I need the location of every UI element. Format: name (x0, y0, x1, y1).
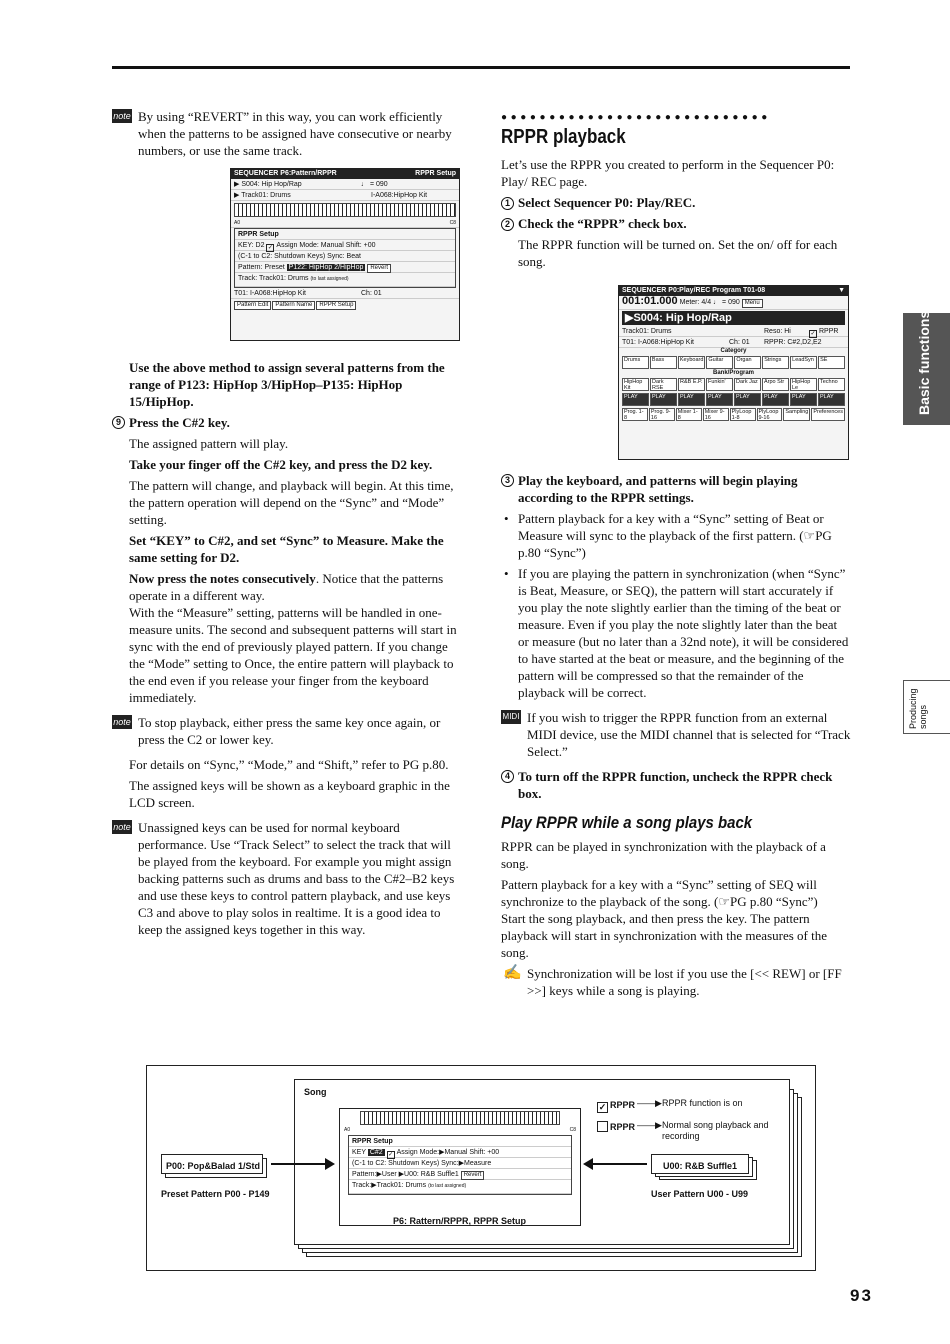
left-column (112, 108, 462, 167)
rppr-checkbox[interactable]: ✓ (810, 331, 816, 337)
lcd-program: I-A068:HipHop Kit (371, 192, 428, 199)
program-button-6[interactable]: HipHop Le (790, 378, 817, 391)
song-label: Song (304, 1087, 327, 1097)
play-grid (619, 392, 848, 407)
lcd-keyboard (234, 203, 456, 217)
lcd-shift[interactable]: Shift: +00 (345, 242, 376, 249)
para-measure: With the “Measure” setting, patterns will be handled in one-measure units. The second and subsequent patterns will start in sync with the end of previously played pattern. If you change the “Mode” setting to Once, the entire pattern will playback to the end even if you release your finger from the keyboard immediately. (129, 605, 457, 705)
arrow-left-icon (593, 1163, 647, 1165)
right-column (501, 112, 851, 274)
play-icon: ▶ (234, 192, 240, 199)
note-icon: note (113, 822, 131, 832)
lcd-mode[interactable]: Mode: Manual (299, 242, 344, 249)
side-tab-basic-functions: Basic functions (903, 313, 950, 425)
lcd2-tab-3[interactable]: Mixer 9-16 (703, 408, 729, 421)
arrow-right-icon: ——▶ (637, 1098, 662, 1108)
note-midi: MIDI If you wish to trigger the RPPR function from an external MIDI device, use the MIDI channel that is selected for “Track Select.” (502, 710, 851, 759)
program-button-3[interactable]: Funkin' (706, 378, 733, 391)
heading-play-rppr-song: Play RPPR while a song plays back (501, 813, 753, 832)
play-button-6[interactable]: PLAY (790, 393, 817, 406)
para-pattern-change: The pattern will change, and playback will begin. At this time, the pattern operation will depend on the “Sync” and “Mode” setting. (129, 478, 454, 527)
category-button-2[interactable]: Keyboard (678, 356, 706, 369)
category-button-5[interactable]: Strings (762, 356, 789, 369)
heading-rppr-playback: RPPR playback (501, 126, 626, 148)
lcd-key[interactable]: KEY: D2 (238, 242, 265, 249)
para-set-key: Set “KEY” to C#2, and set “Sync” to Measure. Make the same setting for D2. (129, 533, 444, 565)
right-column-body (501, 472, 851, 1007)
lcd2-title-bar: SEQUENCER P0:Play/REC Program T01-08 ▼ (619, 286, 848, 296)
warning-sync: ✍ Synchronization will be lost if you use the [<< REW] or [FF >>] keys while a song is playing. (503, 965, 842, 998)
lcd-track[interactable]: Track01: Drums (241, 192, 291, 199)
step-3: 3 Play the keyboard, and patterns will begin playing according to the RPPR settings. (501, 472, 851, 506)
lcd-tempo: ♩ = 090 (361, 181, 388, 188)
para-intro: Let’s use the RPPR you created to perform in the Sequencer P0: Play/ REC page. (501, 157, 835, 189)
user-caption: User Pattern U00 - U99 (651, 1189, 749, 1199)
para-use-method: Use the above method to assign several patterns from the range of P123: HipHop 3/HipHop–P135: HipHop 15/HipHop. (129, 360, 445, 409)
step-2: 2 Check the “RPPR” check box. (501, 215, 851, 232)
category-button-7[interactable]: SE (818, 356, 845, 369)
lcd-setup-label: RPPR Setup (235, 229, 455, 240)
midi-icon: MIDI (501, 710, 521, 724)
tab-pattern-edit[interactable]: Pattern Edit (234, 301, 271, 310)
para-start: Start the song playback, and then press the key. The pattern playback will start in synchronization with the measures of the song. (501, 911, 827, 960)
step-1: 1 Select Sequencer P0: Play/REC. (501, 194, 851, 211)
arrow-right-icon: ——▶ (637, 1120, 662, 1130)
diagram-revert-button[interactable]: Revert (461, 1171, 485, 1180)
lcd2-tab-6[interactable]: Sampling (783, 408, 810, 421)
lcd2-tab-7[interactable]: Preferences (811, 408, 845, 421)
play-icon: ▶ (234, 181, 240, 188)
category-button-4[interactable]: Organ (734, 356, 761, 369)
rppr-on-legend: ✓ RPPR (598, 1100, 636, 1112)
lcd-pattern[interactable]: P122: HipHop 2/HipHop (288, 264, 364, 271)
program-button-4[interactable]: Dark Jaz (734, 378, 761, 391)
lcd2-tab-4[interactable]: PlyLoop 1-8 (730, 408, 756, 421)
para-assigned-play: The assigned pattern will play. (129, 436, 289, 451)
rppr-off-legend: RPPR (597, 1119, 635, 1136)
diagram-lcd-caption: P6: Rattern/RPPR, RPPR Setup (393, 1216, 527, 1226)
play-button-7[interactable]: PLAY (818, 393, 845, 406)
play-button-1[interactable]: PLAY (650, 393, 677, 406)
category-button-6[interactable]: LeadSyn (790, 356, 817, 369)
tab-pattern-name[interactable]: Pattern Name (272, 301, 315, 310)
preset-caption: Preset Pattern P00 - P149 (161, 1189, 270, 1199)
program-button-2[interactable]: R&B E.P. (678, 378, 705, 391)
diagram-lcd: A0 C8 RPPR Setup KEY C#2 ✓ Assign Mode:▶Manual Shift: +00 (C-1 to C2: Shutdown Keys) Sync:▶Measure Pattern:▶User ▶U00: R&B Suffle1 Revert Track:▶Track01: Drums (to last assigned) (339, 1108, 581, 1226)
note-unassigned: note Unassigned keys can be used for normal keyboard performance. Use “Track Select” to select the track that will be played from the keyboard. For example you might assign backing patterns such as drums and bass to the C#2–B2 keys and use these keys to control pattern playback, and use keys C3 and above to play solos in realtime. It is a good idea to keep the assigned keys together in this way. (113, 820, 455, 937)
arrow-head (325, 1158, 335, 1170)
lcd-song[interactable]: S004: Hip Hop/Rap (241, 181, 302, 188)
side-tab-producing-songs: Producing songs (903, 680, 950, 734)
heading-dots: ●●●●●●●●●●●●●●●●●●●●●●●●●●●● (501, 112, 771, 123)
lcd2-menu-button[interactable]: Menu (742, 299, 763, 308)
diagram-keyboard (360, 1111, 560, 1125)
category-grid (619, 355, 848, 370)
bullet-sync: • Pattern playback for a key with a “Sync” setting of Beat or Measure will sync to the playback of the first pattern. (☞PG p.80 “Sync”) (501, 510, 851, 561)
note-revert (112, 108, 462, 159)
program-button-1[interactable]: Dark RSE (650, 378, 677, 391)
para-assigned-keys: The assigned keys will be shown as a keyboard graphic in the LCD screen. (129, 778, 450, 810)
para-take-finger: Take your finger off the C#2 key, and press the D2 key. (129, 457, 433, 472)
lcd2-song[interactable]: ▶S004: Hip Hop/Rap (622, 311, 845, 325)
para-step2-desc: The RPPR function will be turned on. Set the on/ off for each song. (518, 237, 838, 269)
lcd2-tab-1[interactable]: Prog. 9-16 (649, 408, 675, 421)
top-rule (112, 66, 850, 69)
arrow-head (583, 1158, 593, 1170)
para-seq: Pattern playback for a key with a “Sync” setting of SEQ will synchronize to the playback of the song. (☞PG p.80 “Sync”) (501, 877, 818, 909)
program-grid (619, 377, 848, 392)
bullet-timing: • If you are playing the pattern in synchronization (when “Sync” is Beat, Measure, or SEQ), the pattern will start accurately if you play the note slightly earlier than the timing of the beat or measure. Even if you play the note slightly later than the beat or measure (but no later than a 32nd note), it will be considered to have started at the beat or measure, and the beginning of the pattern will be compressed so that the remainder of the playback will be correct. (501, 565, 851, 701)
para-details: For details on “Sync,” “Mode,” and “Shift,” refer to PG p.80. (129, 757, 449, 772)
play-button-0[interactable]: PLAY (622, 393, 649, 406)
lcd-play-rec: SEQUENCER P0:Play/REC Program T01-08 ▼ 001:01.000 Meter: 4/4 ♩ = 090 Menu ▶S004: Hip Hop/Rap Track01: Drums Reso: Hi ✓ RPPR T01: I-A068:HipHop Kit Ch: 01 RPPR: C#2,D2,E2 Category Drums Bass Keyboard Guitar Organ Strings LeadSyn SE Bank/Program HipHop Kit Dark RSE R&B E.P. Funkin' Dark Jaz Arpo Str HipHop Le Techno PLAY PLAY PLAY PLAY PLAY PLAY PLAY PLAY Prog. 1-8 Prog. 9-16 Mixer 1-8 Mixer 9-16 PlyLoop 1-8 PlyLoop 9-16 Sampling Preferences (618, 285, 849, 460)
note-icon: note (113, 111, 131, 121)
warning-icon: ✍ (503, 965, 522, 981)
category-button-0[interactable]: Drums (622, 356, 649, 369)
note-revert-text: By using “REVERT” in this way, you can work efficiently when the patterns to be assigned have consecutive or nearby numbers, or use the same track. (138, 109, 452, 158)
lcd2-tabs (619, 407, 848, 422)
diagram-key-field[interactable]: C#2 (369, 1149, 383, 1156)
lcd-revert-button[interactable]: Revert (367, 264, 391, 273)
note-icon: note (113, 717, 131, 727)
note-stop: note To stop playback, either press the same key once again, or press the C2 or lower key. (113, 715, 441, 747)
play-button-4[interactable]: PLAY (734, 393, 761, 406)
arrow-right-icon (271, 1163, 327, 1165)
program-button-0[interactable]: HipHop Kit (622, 378, 649, 391)
left-column-body (112, 359, 462, 946)
category-button-3[interactable]: Guitar (706, 356, 733, 369)
lcd-sync[interactable]: Sync: Beat (327, 253, 361, 260)
para-sync: RPPR can be played in synchronization with the playback of a song. (501, 839, 826, 871)
lcd2-tab-0[interactable]: Prog. 1-8 (622, 408, 648, 421)
play-button-2[interactable]: PLAY (678, 393, 705, 406)
rppr-diagram: Song A0 C8 RPPR Setup KEY C#2 ✓ Assign Mode:▶Manual Shift: +00 (C-1 to C2: Shutdown Keys) Sync:▶Measure Pattern:▶User ▶U00: R&B Suffle1 Revert Track:▶Track01: Drums (to last assigned) P6: Rattern/RPPR, RPPR Setup ✓ RPPR ——▶ RPPR function is on RPPR ——▶ Normal song playback and recording P00: Pop&Balad 1/Std Preset Pattern P00 - P149 U00: R&B Suffle1 User Pattern U00 - U99 (146, 1065, 816, 1271)
lcd2-counter: 001:01.000 (622, 295, 678, 307)
step-4: 4 To turn off the RPPR function, uncheck the RPPR check box. (501, 768, 851, 802)
tab-rppr-setup[interactable]: RPPR Setup (316, 301, 356, 310)
page-number: 93 (850, 1286, 873, 1305)
lcd2-tab-2[interactable]: Mixer 1-8 (676, 408, 702, 421)
step-9: 9 Press the C#2 key. (112, 414, 462, 431)
category-button-1[interactable]: Bass (650, 356, 677, 369)
play-button-5[interactable]: PLAY (762, 393, 789, 406)
play-button-3[interactable]: PLAY (706, 393, 733, 406)
lcd-rppr-setup: SEQUENCER P6:Pattern/RPPR RPPR Setup ▶ S004: Hip Hop/Rap ♩ = 090 ▶ Track01: Drums I-A068:HipHop Kit A0 C8 RPPR Setup KEY: D2 ✓ Assign Mode: Manual Shift: +00 (C-1 to C2: Shutdown Keys) Sync: Beat Pattern: Preset P122: HipHop 2/HipHop Revert Track: Track01: Drums (to last assigned) T01: I-A068:HipHop Kit Ch: 01 Pattern Edit Pattern Name RPPR Setup (230, 168, 460, 341)
para-now-press: Now press the notes consecutively. Notice that the patterns operate in a different way. (129, 571, 444, 603)
lcd2-tab-5[interactable]: PlyLoop 9-16 (757, 408, 783, 421)
lcd-title-bar: SEQUENCER P6:Pattern/RPPR RPPR Setup (231, 169, 459, 179)
program-button-7[interactable]: Techno (818, 378, 845, 391)
program-button-5[interactable]: Arpo Str (762, 378, 789, 391)
